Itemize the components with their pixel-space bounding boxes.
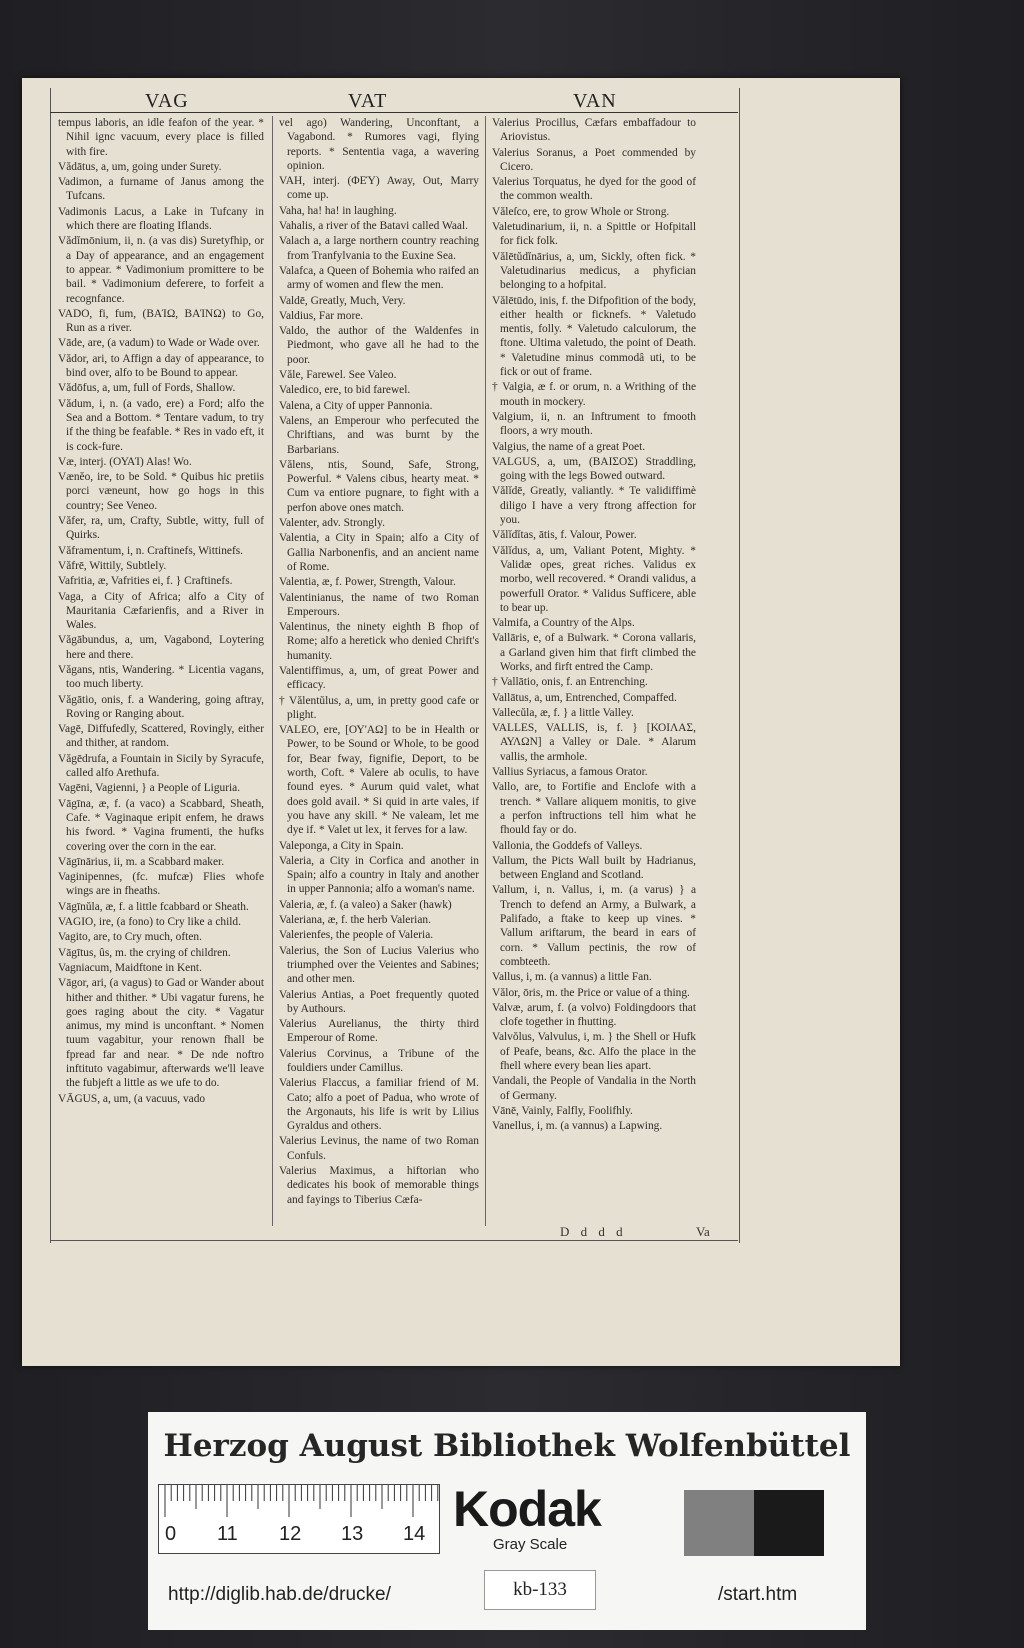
dictionary-entry: † Valgia, æ f. or orum, n. a Writhing of the mouth in mockery. [492, 381, 696, 408]
dictionary-entry: Vāgīna, æ, f. (a vaco) a Scabbard, Sheath, Cafe. * Vaginaque eripit enfem, he draws his fword. * Vagina frumenti, the hufks covering over the corn in the ear. [58, 797, 264, 853]
dictionary-entry: Vagēni, Vagienni, } a People of Liguria. [58, 782, 241, 795]
dictionary-entry: Vadimonis Lacus, a Lake in Tufcany in which there are floating Iflands. [58, 205, 264, 233]
dictionary-entry: Vaga, a City of Africa; alfo a City of Mauritania Cæfarienfis, and a River in Wales. [58, 590, 264, 632]
dictionary-entry: Vānē, Vainly, Falfly, Foolifhly. [492, 1104, 633, 1117]
dictionary-entry: Valetudinarium, ii, n. a Spittle or Hofpitall for fick folk. [492, 221, 696, 248]
dictionary-entry: Vafritia, æ, Vafrities ei, f. } Craftinefs. [58, 575, 233, 588]
dictionary-entry: Vălētūdo, inis, f. the Difpofition of the body, either health or ficknefs. * Valetudo mentis, folly. * Valetudo calculorum, the ftone. Ultima valetudo, the point of Death. * Valetudine minus commodâ uti, to be fick or out of frame. [492, 294, 696, 379]
dictionary-entry: VAH, interj. (ΦΕΎ) Away, Out, Marry come up. [279, 175, 479, 202]
dictionary-entry: Valeria, æ, f. (a valeo) a Saker (hawk) [279, 898, 452, 911]
gray-swatch [684, 1490, 754, 1556]
dictionary-entry: Vænĕo, ire, to be Sold. * Quibus hic pretiis porci væneunt, how go hogs in this country; See Veneo. [58, 471, 264, 512]
dictionary-entry: Vallius Syriacus, a famous Orator. [492, 766, 648, 779]
dictionary-entry: Vallus, i, m. (a vannus) a little Fan. [492, 971, 652, 984]
library-color-card [148, 1412, 866, 1630]
dictionary-entry: Vāgor, ari, (a vagus) to Gad or Wander about hither and thither. * Ubi vagatur furens, he goes raging about the city. * Vagatur animus, my mind is unconftant. * Nomen tuum vagabitur, your renown fhall be fpread far and near. * De nde noftro inftituto vagabimur, afterwards we'll leave the fubjeft a little as we ufe to do. [58, 977, 264, 1090]
dictionary-entry: Valeria, a City in Corfica and another in Spain; alfo a country in Italy and another in upper Pannonia; alfo a woman's name. [279, 854, 479, 896]
dictionary-entry: Valerius Torquatus, he dyed for the good of the common wealth. [492, 176, 696, 203]
dictionary-entry: Vădum, i, n. (a vado, ere) a Ford; alfo the Sea and a Bottom. * Tentare vadum, to try if the thing be feafable. * Res in vado eft, it is cock-fure. [58, 397, 264, 453]
dictionary-entry: Văframentum, i, n. Craftinefs, Wittinefs. [58, 544, 244, 557]
dictionary-entry: Valentinus, the ninety eighth B fhop of Rome; alfo a heretick who denied Chrift's humanity. [279, 621, 479, 662]
url-suffix: /start.htm [718, 1584, 798, 1605]
dictionary-entry: Valens, an Emperour who perfecuted the Chriftians, and was burnt by the Barbarians. [279, 414, 479, 456]
dictionary-entry: † Vallātio, onis, f. an Entrenching. [492, 676, 648, 689]
dictionary-entry: Vaginipennes, (fc. mufcæ) Flies whofe wings are in fheaths. [58, 871, 264, 898]
dictionary-entry: Vallecŭla, æ, f. } a little Valley. [492, 706, 634, 719]
dictionary-entry: Valdius, Far more. [279, 309, 364, 322]
running-head-right: VAN [573, 90, 617, 112]
header-rule [50, 112, 738, 113]
gray-scale-label: Gray Scale [493, 1536, 568, 1553]
dictionary-column-2 [272, 116, 479, 1226]
dictionary-entry: Valentia, æ, f. Power, Strength, Valour. [279, 576, 456, 589]
dictionary-column-3 [485, 116, 696, 1226]
black-swatch [754, 1490, 824, 1556]
dictionary-entry: tempus laboris, an idle feafon of the year. * Nihil ignc vacuum, every place is filled with fire. [58, 117, 264, 158]
signature-mark: D d d d [560, 1224, 627, 1239]
dictionary-entry: Valentiffimus, a, um, of great Power and efficacy. [279, 664, 479, 692]
ruler-number: 12 [279, 1523, 302, 1545]
dictionary-entry: Vălĭdĭtas, ātis, f. Valour, Power. [492, 529, 637, 542]
dictionary-entry: Văgātio, onis, f. a Wandering, going aftray, Roving or Ranging about. [58, 693, 264, 720]
dictionary-entry: Valeponga, a City in Spain. [279, 839, 404, 852]
dictionary-entry: Vallum, the Picts Wall built by Hadrianus, between England and Scotland. [492, 854, 696, 882]
dictionary-entry: Valgius, the name of a great Poet. [492, 440, 646, 453]
dictionary-entry: Valentinianus, the name of two Roman Emperours. [279, 591, 479, 618]
dictionary-entry: Valdē, Greatly, Much, Very. [279, 294, 406, 307]
dictionary-entry: Valerius, the Son of Lucius Valerius who triumphed over the Veientes and Sabines; and other men. [279, 944, 479, 986]
dictionary-entry: Vădor, ari, to Affign a day of appearance, to bind over, alfo to be Bound to appear. [58, 352, 264, 380]
dictionary-entry: Vagē, Diffufedly, Scattered, Rovingly, either and thither, at random. [58, 723, 264, 750]
dictionary-entry: Valerius Soranus, a Poet commended by Cicero. [492, 146, 696, 173]
dictionary-entry: Vandali, the People of Vandalia in the North of Germany. [492, 1075, 696, 1102]
dictionary-entry: Valerius Aurelianus, the thirty third Emperour of Rome. [279, 1018, 479, 1045]
dictionary-entry: Vaha, ha! ha! in laughing. [279, 204, 397, 217]
dictionary-entry: Vanellus, i, m. (a vannus) a Lapwing. [492, 1120, 663, 1133]
dictionary-entry: Valdo, the author of the Waldenfes in Piedmont, who gave all he had to the poor. [279, 325, 479, 366]
dictionary-entry: Vădĭmōnium, ii, n. (a vas dis) Suretyfhip, or a Day of appearance, and an engagement to appear. * Vadimonium promittere to be bail. * Vadimonium deferere, to forfeit a recognfance. [58, 235, 264, 305]
dictionary-entry: Valafca, a Queen of Bohemia who raifed an army of women and flew the men. [279, 264, 479, 292]
dictionary-entry: Valerius Corvinus, a Tribune of the fouldiers under Camillus. [279, 1047, 479, 1074]
dictionary-entry: Vagniacum, Maidftone in Kent. [58, 961, 202, 974]
ruler-number: 0 [165, 1523, 177, 1545]
ruler-number: 14 [403, 1523, 426, 1545]
dictionary-entry: Vallonia, the Goddefs of Valleys. [492, 839, 643, 852]
measurement-ruler [158, 1484, 440, 1554]
dictionary-entry: Văgābundus, a, um, Vagabond, Loytering here and there. [58, 634, 264, 661]
dictionary-entry: VALEO, ere, [ΟΥ'ΑΩ] to be in Health or Power, to be Sound or Whole, to be good for, Bear fway, fignifie, Deport, to be worth, Coft. * Valere ab oculis, to have found eyes. * Aurum quid valet, what does gold avail. * Si quid in arte vales, if you have any skill. * Ne valeam, let me dye if. * Valet ut lex, it ferves for a law. [279, 724, 479, 837]
dictionary-entry: Văgēdrufa, a Fountain in Sicily by Syracufe, called alfo Arethufa. [58, 752, 264, 780]
dictionary-entry: Vāgīnŭla, æ, f. a little fcabbard or Sheath. [58, 900, 249, 913]
dictionary-entry: Vallāris, e, of a Bulwark. * Corona vallaris, a Garland given him that firft climbed the Works, and firft entred the Camp. [492, 632, 696, 673]
dictionary-entry: Vadimon, a furname of Janus among the Tufcans. [58, 176, 264, 203]
dictionary-entry: Valentia, a City in Spain; alfo a City of Gallia Narbonenfis, and an ancient name of Rome. [279, 532, 479, 573]
dictionary-column-1 [58, 116, 264, 1226]
dictionary-entry: VALGUS, a, um, (ΒΑΙΣΟΣ) Straddling, going with the legs Bowed outward. [492, 455, 696, 483]
dictionary-entry: Valerius Procillus, Cæfars embaffadour to Ariovistus. [492, 117, 696, 144]
dictionary-entry: Valmifa, a Country of the Alps. [492, 617, 635, 630]
dictionary-entry: Vălĭdus, a, um, Valiant Potent, Mighty. * Validæ opes, great riches. Validus ex morbo, well recovered. * Orandi validus, a powerfull Orator. * Validus Sufficere, able to bear up. [492, 544, 696, 614]
dictionary-entry: Valerius Antias, a Poet frequently quoted by Authours. [279, 988, 479, 1015]
dictionary-entry: Văleſco, ere, to grow Whole or Strong. [492, 205, 670, 218]
dictionary-entry: VADO, fi, fum, (ΒΑΊΩ, ΒΑΊΝΩ) to Go, Run as a river. [58, 307, 264, 335]
ruler-number: 13 [341, 1523, 364, 1545]
dictionary-entry: Væ, interj. (ΟΥΑΊ) Alas! Wo. [58, 455, 192, 468]
dictionary-entry: Vāgītus, ûs, m. the crying of children. [58, 946, 231, 959]
ruler-ticks-icon [159, 1485, 439, 1519]
dictionary-entry: Valeriana, æ, f. the herb Valerian. [279, 914, 431, 927]
dictionary-entry: Valerienfes, the people of Valeria. [279, 929, 434, 942]
dictionary-entry: Valerius Levinus, the name of two Roman Confuls. [279, 1135, 479, 1162]
dictionary-entry: Vāde, are, (a vadum) to Wade or Wade over. [58, 337, 260, 350]
dictionary-entry: Vallo, are, to Fortifie and Enclofe with a trench. * Vallare aliquem monitis, to give a perfon inftructions tell him what he fhould fay or do. [492, 781, 696, 837]
dictionary-entry: Valvŏlus, Valvulus, i, m. } the Shell or Hufk of Peafe, beans, &c. Alfo the place in the fhell where every bean lies apart. [492, 1031, 696, 1072]
dictionary-entry: Valgium, ii, n. an Inftrument to fmooth floors, a wry mouth. [492, 410, 696, 438]
dictionary-entry: Valedico, ere, to bid farewel. [279, 384, 411, 397]
url-prefix: http://diglib.hab.de/drucke/ [168, 1584, 391, 1605]
dictionary-entry: Văfrē, Wittily, Subtlely. [58, 559, 167, 572]
library-name: Herzog August Bibliothek Wolfenbüttel [163, 1428, 851, 1464]
dictionary-entry: VĀGUS, a, um, (a vacuus, vado [58, 1092, 206, 1105]
dictionary-entry: Vallum, i, n. Vallus, i, m. (a varus) } a Trench to defend an Army, a Bulwark, a Palifado, a ftake to keep up vines. * Vallum ariftarum, the beard in ears of corn. * Vallum pectinis, the row of combteeth. [492, 884, 696, 968]
dictionary-entry: Vagito, are, to Cry much, often. [58, 931, 202, 944]
ruler-number: 11 [217, 1523, 238, 1545]
kodak-logo: Kodak [453, 1481, 601, 1537]
dictionary-entry: Valvæ, arum, f. (a volvo) Foldingdoors that clofe together in fhutting. [492, 1001, 696, 1029]
dictionary-entry: Vāgīnārius, ii, m. a Scabbard maker. [58, 855, 225, 868]
dictionary-entry: Valena, a City of upper Pannonia. [279, 399, 433, 412]
dictionary-entry: Vallātus, a, um, Entrenched, Compaffed. [492, 691, 677, 704]
footer-rule [50, 1240, 738, 1241]
dictionary-entry: Valach a, a large northern country reaching from Tranfylvania to the Euxine Sea. [279, 235, 479, 262]
shelfmark-code: kb-133 [484, 1570, 596, 1610]
dictionary-entry: Văgans, ntis, Wandering. * Licentia vagans, too much liberty. [58, 663, 264, 691]
running-head-left: VAG [145, 90, 189, 112]
dictionary-entry: Vălor, ōris, m. the Price or value of a thing. [492, 986, 690, 999]
running-head-middle: VAT [348, 90, 388, 112]
dictionary-entry: † Vălentŭlus, a, um, in pretty good cafe or plight. [279, 694, 479, 721]
catchword: Va [696, 1224, 710, 1239]
dictionary-entry: Vădōfus, a, um, full of Fords, Shallow. [58, 382, 236, 395]
dictionary-entry: Vălĭdē, Greatly, valiantly. * Te validiffimè diligo I have a very ftrong affection for you. [492, 485, 696, 527]
dictionary-entry: vel ago) Wandering, Unconftant, a Vagabond. * Rumores vagi, flying reports. * Sententia vaga, a wavering opinion. [279, 117, 479, 172]
dictionary-entry: Vădātus, a, um, going under Surety. [58, 160, 222, 173]
dictionary-entry: Valerius Maximus, a hiftorian who dedicates his book of memorable things and fayings to Tiberius Cæfa- [279, 1165, 479, 1206]
dictionary-entry: Valenter, adv. Strongly. [279, 517, 385, 530]
dictionary-entry: Vălētŭdĭnārius, a, um, Sickly, often fick. * Valetudinarius medicus, a phyfician belonging to a hofpital. [492, 250, 696, 292]
dictionary-entry: Vălens, ntis, Sound, Safe, Strong, Powerful. * Valens cibus, hearty meat. * Cum va entiore pugnare, to fight with a perfon above ones match. [279, 458, 479, 514]
dictionary-entry: Vahalis, a river of the Batavi called Waal. [279, 220, 468, 233]
dictionary-entry: VALLES, VALLIS, is, f. } [ΚΟΙΛΑΣ, ΑΥΛΩΝ] a Valley or Dale. * Alarum vallis, the armhole. [492, 722, 696, 763]
dictionary-entry: Văle, Farewel. See Valeo. [279, 369, 397, 382]
dictionary-entry: Valerius Flaccus, a familiar friend of M. Cato; alfo a poet of Padua, who wrote of the Argonauts, his life is writ by Lilius Gyraldus and others. [279, 1077, 479, 1133]
dictionary-entry: Văfer, ra, um, Crafty, Subtle, witty, full of Quirks. [58, 515, 264, 542]
dictionary-entry: VAGIO, ire, (a fono) to Cry like a child. [58, 916, 241, 929]
